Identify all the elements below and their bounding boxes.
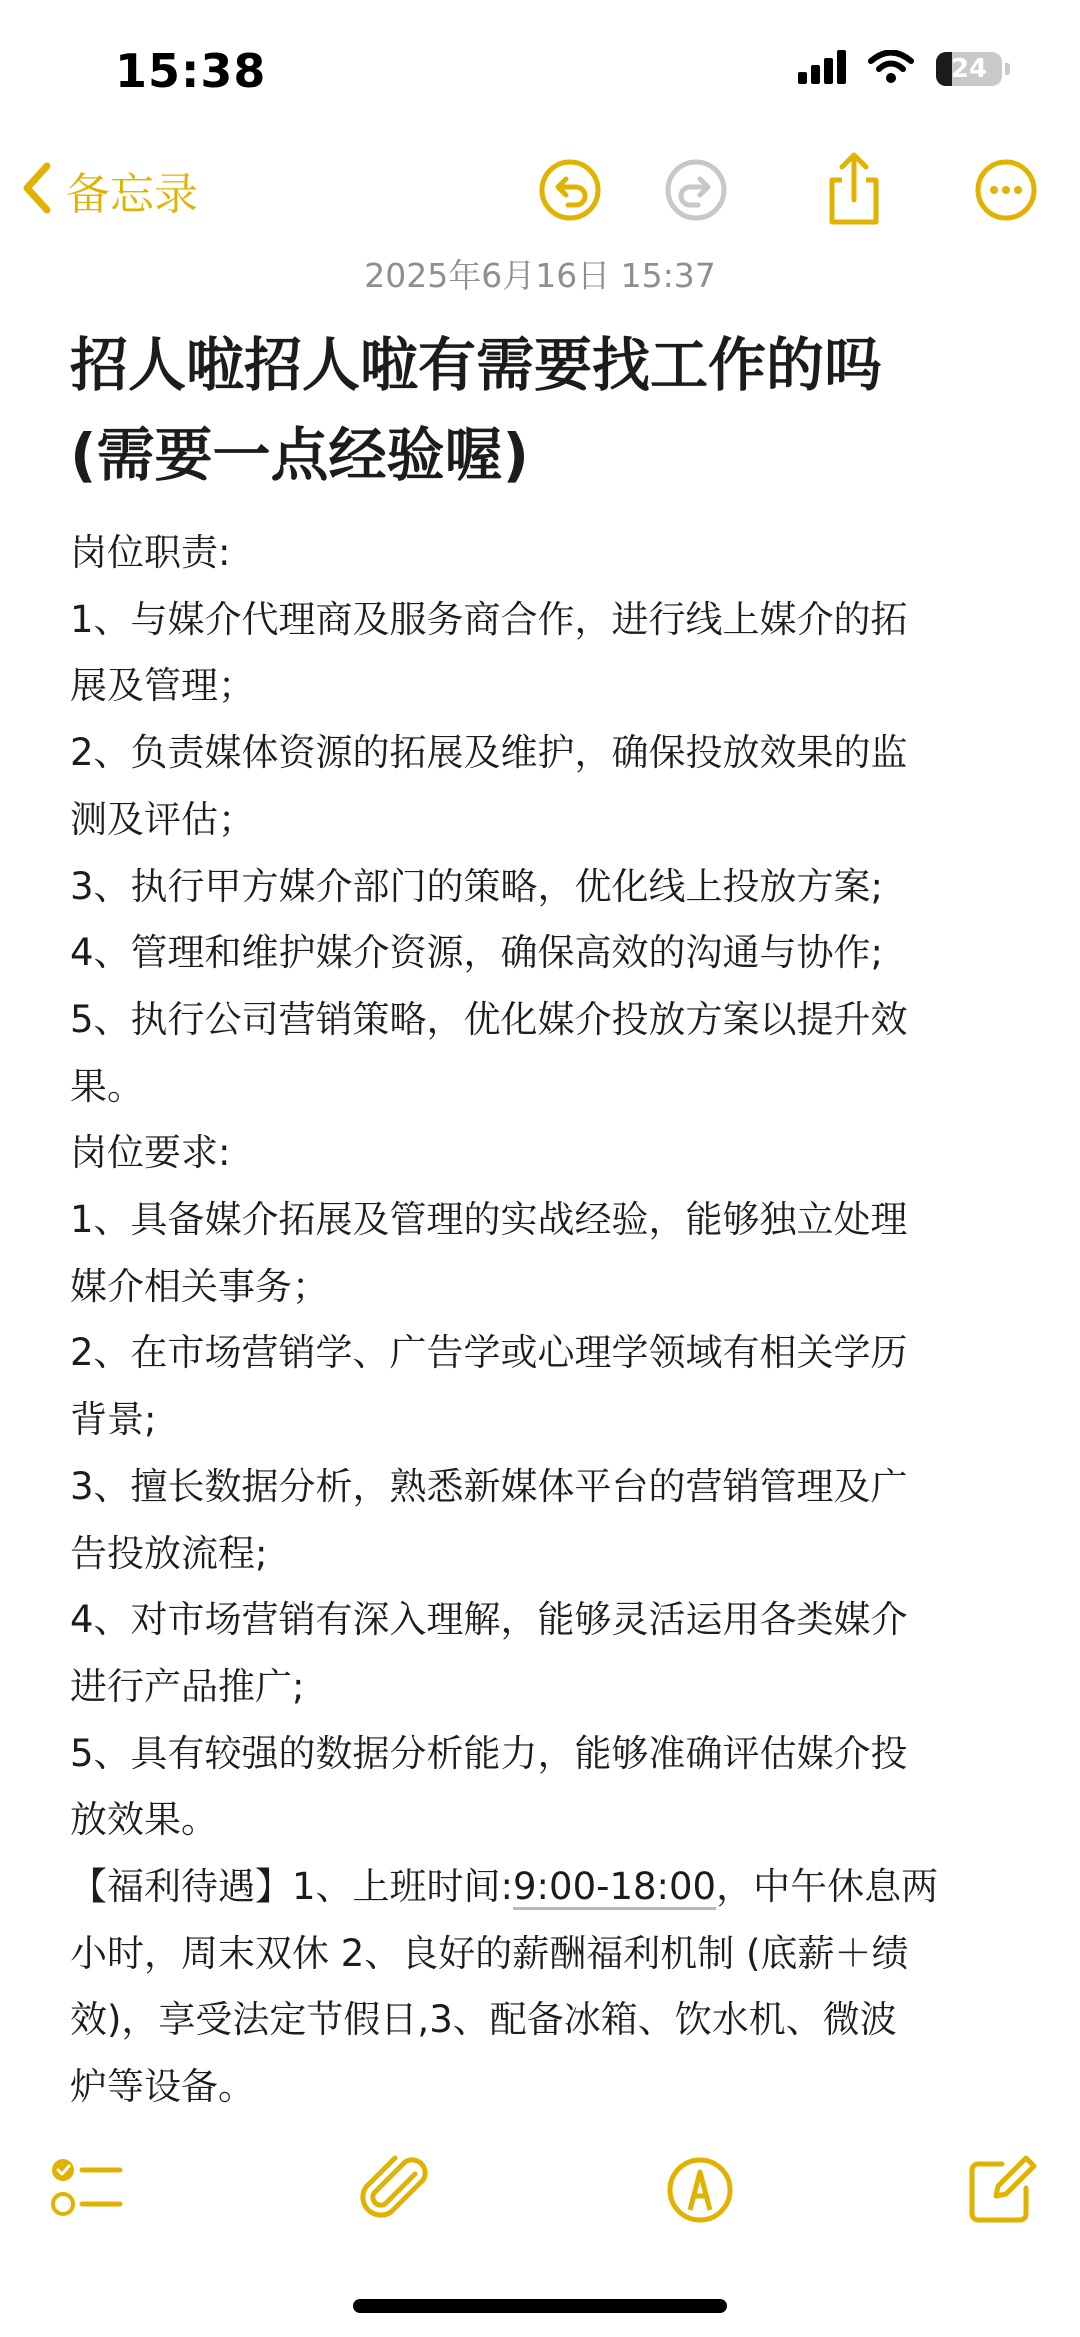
battery-cap (1005, 63, 1010, 75)
body-line: 效)，享受法定节假日,3、配备冰箱、饮水机、微波 (70, 1998, 897, 2042)
redo-icon[interactable] (664, 158, 728, 222)
home-indicator[interactable] (353, 2299, 727, 2313)
back-button[interactable] (22, 158, 198, 222)
body-line: 展及管理； (70, 664, 255, 708)
note-title-line: 招人啦招人啦有需要找工作的吗 (70, 331, 883, 399)
work-hours-link[interactable]: 9:00-18:00 (513, 1865, 717, 1909)
back-label: 备忘录 (66, 169, 198, 220)
status-time: 15:38 (115, 44, 267, 98)
body-line: 告投放流程; (70, 1531, 268, 1575)
paperclip-icon[interactable] (357, 2150, 437, 2230)
body-line: 岗位职责: (70, 531, 231, 574)
share-icon[interactable] (822, 150, 886, 226)
body-line: 5、执行公司营销策略，优化媒介投放方案以提升效 (70, 997, 908, 1041)
cellular-signal-icon (798, 50, 846, 88)
note-title[interactable] (70, 320, 1030, 500)
status-indicators (798, 50, 1010, 88)
body-line: 岗位要求: (70, 1131, 231, 1175)
body-line: 3、执行甲方媒介部门的策略，优化线上投放方案; (70, 864, 884, 908)
body-line: 媒介相关事务； (70, 1264, 329, 1308)
body-line: 3、擅长数据分析，熟悉新媒体平台的营销管理及广 (70, 1464, 908, 1508)
body-line: 4、管理和维护媒介资源，确保高效的沟通与协作; (70, 931, 884, 975)
checklist-icon[interactable] (48, 2150, 128, 2230)
note-body[interactable] (70, 520, 1030, 2121)
body-line: 放效果。 (70, 1798, 218, 1842)
battery-level: 24 (950, 54, 988, 84)
note-title-line: (需要一点经验喔) (70, 421, 530, 489)
bottom-toolbar (0, 2150, 1080, 2250)
note-toolbar (0, 150, 1080, 240)
note-date: 2025年6月16日 15:37 (364, 256, 716, 295)
chevron-left-icon (22, 162, 52, 218)
markup-pen-icon[interactable] (660, 2150, 740, 2230)
benefits-suffix: ，中午休息两 (716, 1865, 939, 1909)
undo-icon[interactable] (538, 158, 602, 222)
body-line: 5、具有较强的数据分析能力，能够准确评估媒介投 (70, 1731, 908, 1775)
body-line: 4、对市场营销有深入理解，能够灵活运用各类媒介 (70, 1598, 908, 1642)
body-line: 测及评估； (70, 797, 255, 841)
body-line: 小时，周末双休 2、良好的薪酬福利机制 (底薪＋绩 (70, 1931, 909, 1975)
body-line: 进行产品推广; (70, 1664, 305, 1708)
body-line: 炉等设备。 (70, 2065, 255, 2109)
body-line: 背景; (70, 1398, 157, 1442)
wifi-icon (868, 50, 914, 88)
body-line: 1、与媒介代理商及服务商合作，进行线上媒介的拓 (70, 597, 908, 641)
body-line: 果。 (70, 1064, 144, 1108)
benefits-line (70, 1854, 1030, 1921)
body-line: 2、负责媒体资源的拓展及维护，确保投放效果的监 (70, 731, 908, 775)
status-bar (0, 0, 1080, 140)
benefits-prefix: 【福利待遇】1、上班时间: (70, 1865, 514, 1909)
more-icon[interactable] (974, 158, 1038, 222)
battery-icon (936, 52, 1002, 86)
body-line: 1、具备媒介拓展及管理的实战经验，能够独立处理 (70, 1198, 908, 1242)
compose-icon[interactable] (962, 2150, 1042, 2230)
body-line: 2、在市场营销学、广告学或心理学领域有相关学历 (70, 1331, 908, 1375)
